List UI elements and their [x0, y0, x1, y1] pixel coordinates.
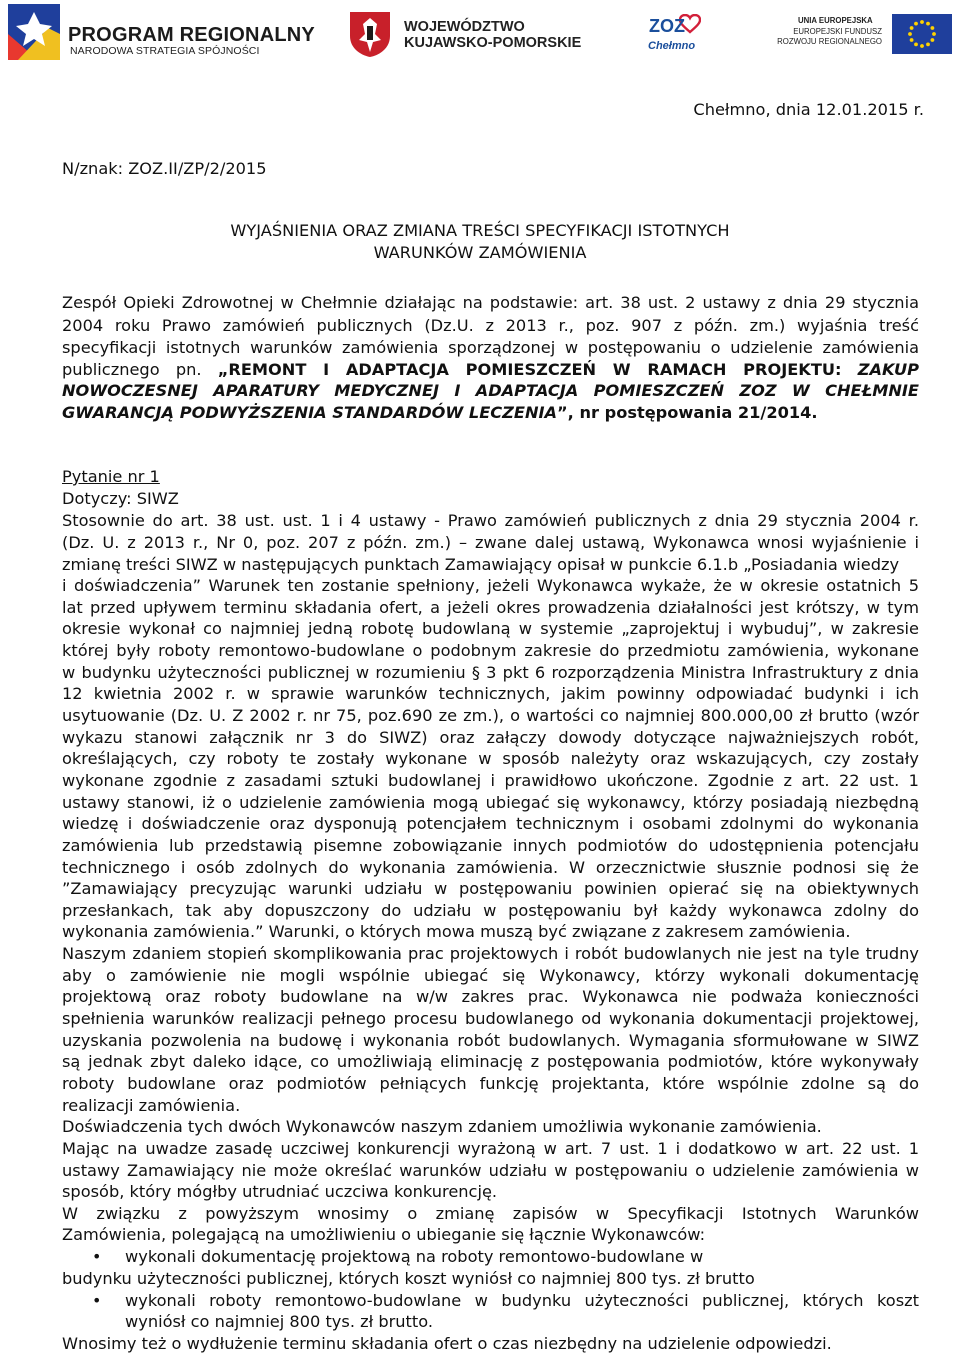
procedure-number: ”, nr postępowania 21/2014. — [557, 403, 818, 422]
body-line: zmianę treści SIWZ w następujących punktach Zamawiający opisał w punkcie 6.1.b „Posiadania wiedzy — [62, 555, 900, 574]
body-line: w budynku użyteczności publicznej w rozumieniu § 3 pkt 6 rozporządzenia Ministra Infrastruktury z dnia — [62, 663, 919, 682]
body-line: której były roboty remontowo-budowlane o podobnym zakresie do przedmiotu zamówienia, wykonane — [62, 641, 919, 660]
region-logo — [347, 10, 587, 58]
body-line: wykazu stanowi załącznik nr 3 do SIWZ) oraz załączy dowody dotyczące najważniejszych robót, — [62, 728, 919, 747]
body-line: są jednak zbyt daleko idące, co umożliwiają eliminację z postępowania podmiotów, które wykonywały — [62, 1052, 919, 1071]
body-line: 12 kwietnia 2002 r. w sprawie warunków technicznych, jakim powinny odpowiadać budynki i ich — [62, 684, 919, 703]
project-title-line2: NOWOCZESNEJ APARATURY MEDYCZNEJ I ADAPTACJA POMIESZCZEŃ ZOZ W CHEŁMNIE — [62, 381, 919, 400]
body-line: Zamówienia, polegającą na umożliwieniu o ubieganie się łącznie Wykonawców: — [62, 1225, 706, 1244]
logo-bar — [0, 0, 960, 70]
body-line: usytuowanie (Dz. U. Z 2002 r. nr 75, poz.690 ze zm.), o wartości co najmniej 800.000,00 zł brutto (wzór — [62, 706, 919, 725]
project-title-line3 — [62, 403, 818, 423]
document-title-line2: WARUNKÓW ZAMÓWIENIA — [373, 243, 587, 262]
body-line: zamówienia lub przedstawią pisemne zobowiązanie innych podmiotów do udostępnienia potencjału — [62, 836, 919, 855]
intro-line: 2004 roku Prawo zamówień publicznych (Dz.U. z 2013 r., poz. 907 z późn. zm.) wyjaśnia treść — [62, 316, 919, 335]
body-line: wykonania zamówienia.” Warunki, o których mowa muszą być związane z zakresem zamówienia. — [62, 922, 851, 941]
question-heading: Pytanie nr 1 — [62, 467, 160, 486]
bullet-item-1-line1: wykonali dokumentację projektową na roboty remontowo-budowlane w — [125, 1247, 704, 1266]
bullet-item-2-line1: wykonali roboty remontowo-budowlane w budynku użyteczności publicznej, których koszt — [125, 1291, 919, 1310]
region-name-line1: WOJEWÓDZTWO — [404, 19, 525, 35]
body-line: lat przed upływem terminu składania ofert, a jeżeli okres prowadzenia działalności jest krótszy, w tym — [62, 598, 919, 617]
project-title-italic-end: GWARANCJĄ PODWYŻSZENIA STANDARDÓW LECZENIA — [62, 403, 558, 422]
bullet-icon: • — [92, 1247, 102, 1266]
eu-fund-line2: ROZWOJU REGIONALNEGO — [777, 36, 882, 46]
body-line: wykonane zgodnie z zasadami sztuki budowlanej i prawidłowo ukończone. Zgodnie z art. 22 ust. 1 — [62, 771, 919, 790]
eu-logo — [770, 14, 955, 58]
program-regionalny-logo — [8, 4, 315, 64]
body-line: W związku z powyższym wnosimy o zmianę zapisów w Specyfikacji Istotnych Warunków — [62, 1204, 919, 1223]
body-line: wiedzę i doświadczenie oraz dysponują potencjałem technicznym i osobami zdolnymi do wykonania — [62, 814, 919, 833]
program-subtitle: NARODOWA STRATEGIA SPÓJNOŚCI — [70, 45, 260, 57]
bullet-icon: • — [92, 1291, 102, 1310]
bullet-item-1-line2: budynku użyteczności publicznej, których koszt wyniósł co najmniej 800 tys. zł brutto — [62, 1269, 755, 1288]
program-regionalny-mark-icon — [8, 4, 60, 60]
body-line: (Dz. U. z 2013 r., Nr 0, poz. 207 z późn. zm.) – zwane dalej ustawą, Wykonawca wnosi wyjaśnienie i — [62, 533, 919, 552]
body-line: uzyskania pozwolenia na budowę i wykonania robót budowlanych. Wymagania sformułowane w SIWZ — [62, 1031, 919, 1050]
body-line: i doświadczenia” Warunek ten zostanie spełniony, jeżeli Wykonawca wykaże, że w okresie ostatnich 5 — [62, 576, 919, 595]
project-title-line1 — [62, 360, 919, 380]
body-line: realizacji zamówienia. — [62, 1096, 241, 1115]
program-title: PROGRAM REGIONALNY — [68, 24, 315, 46]
body-line: roboty budowlane oraz podmiotów pełniących funkcję projektanta, które wspólnie zdolne są do — [62, 1074, 919, 1093]
region-coat-of-arms-icon — [347, 10, 393, 58]
body-line: Mając na uwadze zasadę uczciwej konkurencji wyrażoną w art. 7 ust. 1 i dodatkowo w art. 22 ust. 1 — [62, 1139, 919, 1158]
body-line: aby o zamówienie nie mogli wspólnie ubiegać się Wykonawcy, którzy wykonali dokumentację — [62, 966, 919, 985]
eu-fund-line1: EUROPEJSKI FUNDUSZ — [793, 27, 882, 36]
region-name-line2: KUJAWSKO-POMORSKIE — [404, 35, 582, 51]
body-line: projektową oraz roboty budowlane na w/w zakres prac. Wykonawca nie podważa konieczności — [62, 987, 919, 1006]
body-line: ustawy stanowi, iż o udzielenie zamówienia mogą ubiegać się wykonawcy, którzy posiadają niezbędną — [62, 793, 919, 812]
document-title-line1: WYJAŚNIENIA ORAZ ZMIANA TREŚCI SPECYFIKACJI ISTOTNYCH — [230, 221, 730, 240]
body-line: Stosownie do art. 38 ust. ust. 1 i 4 ustawy - Prawo zamówień publicznych z dnia 29 stycznia 2004 r. — [62, 511, 919, 530]
reference-number: N/znak: ZOZ.II/ZP/2/2015 — [62, 159, 267, 178]
eu-fund-label — [770, 27, 882, 46]
zoz-logo-subtext: Chełmno — [648, 40, 696, 52]
body-line: Doświadczenia tych dwóch Wykonawców naszym zdaniem umożliwia wykonanie zamówienia. — [62, 1117, 822, 1136]
document-date: Chełmno, dnia 12.01.2015 r. — [693, 100, 924, 119]
body-line: Naszym zdaniem stopień skomplikowania prac projektowych i robót budowlanych nie jest na tyle trudny — [62, 944, 919, 963]
closing-request: Wnosimy też o wydłużenie terminu składania ofert o czas niezbędny na udzielenie odpowiedzi. — [62, 1334, 832, 1353]
question-subject: Dotyczy: SIWZ — [62, 489, 179, 508]
body-line: sposób, który mógłby utrudniać uczciwa konkurencję. — [62, 1182, 498, 1201]
body-line: okresie wykonał co najmniej jedną robotę budowlaną w systemie „zaprojektuj i wybuduj”, w zakresie — [62, 619, 919, 638]
body-line: określających, czy roboty te zostały wykonane w sposób należyty oraz wskazujących, czy zostały — [62, 749, 919, 768]
body-line: przesłankach, tak aby dopuszczony do udziału w postępowaniu był każdy wykonawca zdolny do — [62, 901, 919, 920]
bullet-item-2-line2: wyniósł co najmniej 800 tys. zł brutto. — [125, 1312, 433, 1331]
project-title-italic: ZAKUP — [857, 360, 919, 379]
intro-line: Zespół Opieki Zdrowotnej w Chełmnie działając na podstawie: art. 38 ust. 2 ustawy z dnia 29 stycznia — [62, 293, 919, 312]
eu-flag-icon — [892, 14, 952, 54]
body-line: ustawy Zamawiający nie może określać warunków udziału w postępowaniu o udzielenie zamówienia w — [62, 1161, 919, 1180]
zoz-logo-text: ZOZ — [649, 16, 685, 36]
body-line: ”Zamawiający precyzując warunki udziału w postępowaniu powinien opierać się na obiektywnych — [62, 879, 919, 898]
body-line: technicznego i osób zdolnych do wykonania zamówienia. W orzecznictwie słusznie podnosi się że — [62, 858, 919, 877]
intro-line: specyfikacji istotnych warunków zamówienia sporządzonej w postępowaniu o udzielenie zamówienia — [62, 338, 919, 357]
body-line: spełnienia warunków realizacji pełnego procesu budowlanego od wykonania dokumentacji projektowej, — [62, 1009, 919, 1028]
eu-union-label: UNIA EUROPEJSKA — [798, 16, 873, 25]
intro-line: publicznego pn. — [62, 360, 202, 379]
zoz-logo — [645, 12, 707, 58]
project-title-bold: „REMONT I ADAPTACJA POMIESZCZEŃ W RAMACH PROJEKTU: — [217, 360, 842, 379]
